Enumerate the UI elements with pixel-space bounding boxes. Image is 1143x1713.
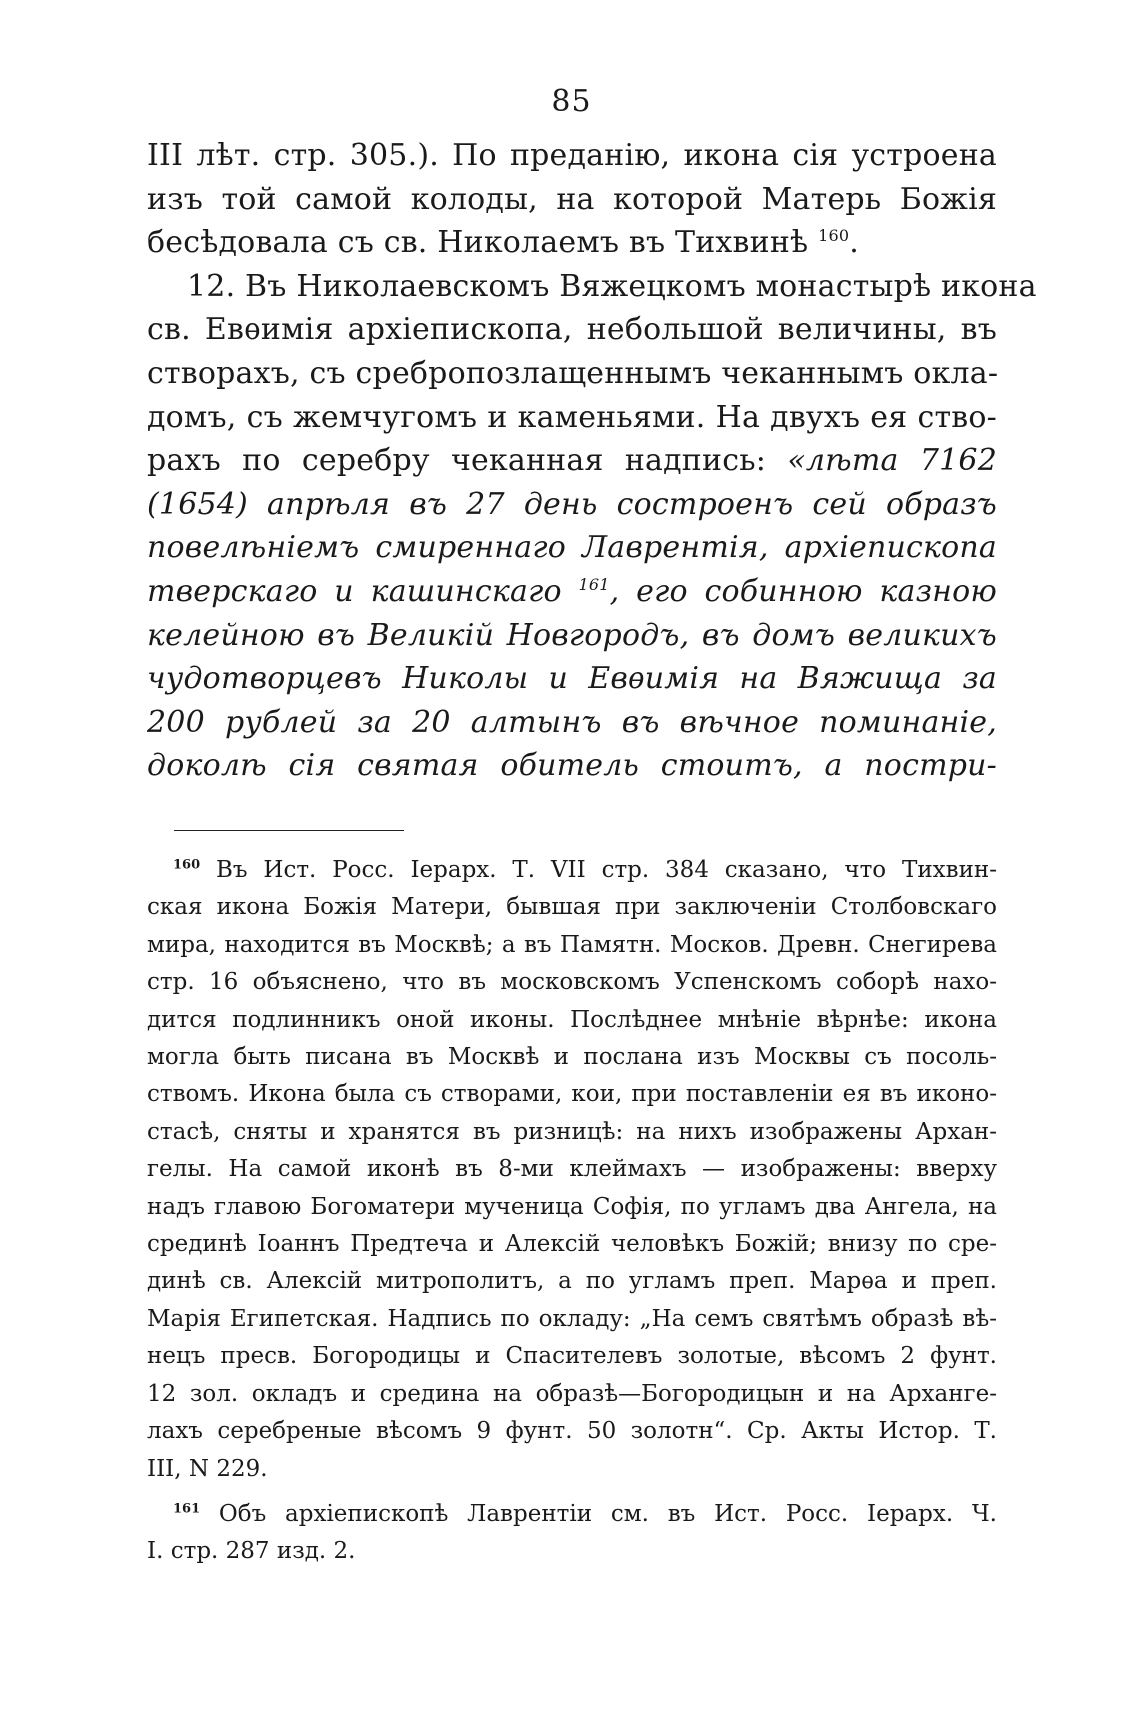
footnote-160-line: III, N 229. xyxy=(147,1455,268,1482)
page-number: 85 xyxy=(551,84,592,119)
inscription-line: повелѣніемъ смиреннаго Лаврентія, архіепископа xyxy=(147,530,997,566)
footnote-160-line: стр. 16 объяснено, что въ московскомъ Успенскомъ соборѣ нахо- xyxy=(147,969,997,996)
footnote-160-line: надъ главою Богоматери мученица Софія, по угламъ два Ангела, на xyxy=(147,1193,997,1220)
inscription-line: 200 рублей за 20 алтынъ въ вѣчное поминаніе, xyxy=(147,704,997,740)
footnote-160-line: стасѣ, сняты и хранятся въ ризницѣ: на нихъ изображены Архан- xyxy=(147,1118,997,1145)
inscription-line: келейною въ Великій Новгородъ, въ домъ великихъ xyxy=(147,617,997,653)
main-text xyxy=(147,134,1037,788)
footnote-160-line: 12 зол. окладъ и средина на образѣ—Богородицын и на Арханге- xyxy=(147,1380,997,1407)
footnote-separator xyxy=(174,830,404,831)
footnote-160-line: дится подлинникъ оной иконы. Послѣднее мнѣніе вѣрнѣе: икона xyxy=(147,1006,997,1033)
text-line: рахъ по серебру чеканная надпись: «лѣта 7162 xyxy=(147,443,997,479)
footnote-160-line: Марія Египетская. Надпись по окладу: „На семъ святѣмъ образѣ вѣ- xyxy=(147,1305,997,1332)
footnote-160-line: мира, находится въ Москвѣ; а въ Памятн. Москов. Древн. Снегирева xyxy=(147,931,997,958)
footnote-160-line: нецъ пресв. Богородицы и Спасителевъ золотые, вѣсомъ 2 фунт. xyxy=(147,1343,997,1370)
text-line: створахъ, съ сребропозлащеннымъ чеканнымъ окла- xyxy=(147,355,999,391)
footnote-160-line: гелы. На самой иконѣ въ 8-ми клеймахъ — изображены: вверху xyxy=(147,1156,997,1183)
text-line: св. Евѳимія архіепископа, небольшой величины, въ xyxy=(147,312,997,348)
text-line: изъ той самой колоды, на которой Матерь Божія xyxy=(147,181,997,217)
footnote-160-line: ствомъ. Икона была съ створами, кои, при поставленіи ея въ иконо- xyxy=(147,1081,997,1108)
text-line: III лѣт. стр. 305.). По преданію, икона сія устроена xyxy=(147,138,997,173)
footnote-160-line: $^{160}$ Въ Ист. Росс. Іерарх. Т. VII стр. 384 сказано, что Тихвин- xyxy=(173,857,998,883)
footnote-160-line: лахъ серебреные вѣсомъ 9 фунт. 50 золотн“. Ср. Акты Истор. Т. xyxy=(147,1418,997,1445)
footnote-160-line: срединѣ Іоаннъ Предтеча и Алексій человѣкъ Божій; внизу по сре- xyxy=(147,1231,997,1258)
footnotes xyxy=(147,852,997,1571)
inscription-line: чудотворцевъ Николы и Евѳимія на Вяжища за xyxy=(147,661,997,697)
footnote-160-line: могла быть писана въ Москвѣ и послана изъ Москвы съ посоль- xyxy=(147,1044,997,1071)
footnote-number-160: 160 xyxy=(173,857,201,873)
footnote-161-line: I. стр. 287 изд. 2. xyxy=(147,1538,356,1565)
text-line: бесѣдовала съ св. Николаемъ въ Тихвинѣ $^{160}$. xyxy=(147,225,859,261)
footnote-161-line: $^{161}$ Объ архіепископѣ Лаврентіи см. въ Ист. Росс. Іерарх. Ч. xyxy=(173,1500,997,1527)
footnote-160-line: ская икона Божія Матери, бывшая при заключеніи Столбовскаго xyxy=(147,894,997,921)
inscription-line: доколѣ сія святая обитель стоитъ, а постри- xyxy=(147,748,997,784)
footnote-160-line: динѣ св. Алексій митрополитъ, а по угламъ преп. Марѳа и преп. xyxy=(147,1268,997,1295)
footnote-number-161: 161 xyxy=(173,1501,201,1517)
inscription-line: (1654) апрѣля въ 27 день состроенъ сей образъ xyxy=(147,486,997,522)
text-line: домъ, съ жемчугомъ и каменьями. На двухъ ея ство- xyxy=(147,399,997,435)
footnote-ref-161[interactable]: 161 xyxy=(578,574,610,594)
text-line: 12. Въ Николаевскомъ Вяжецкомъ монастырѣ икона xyxy=(187,268,1037,304)
footnote-ref-160[interactable]: 160 xyxy=(818,226,850,246)
inscription-line: тверскаго и кашинскаго $^{161}$, его собинною казною xyxy=(147,573,997,609)
